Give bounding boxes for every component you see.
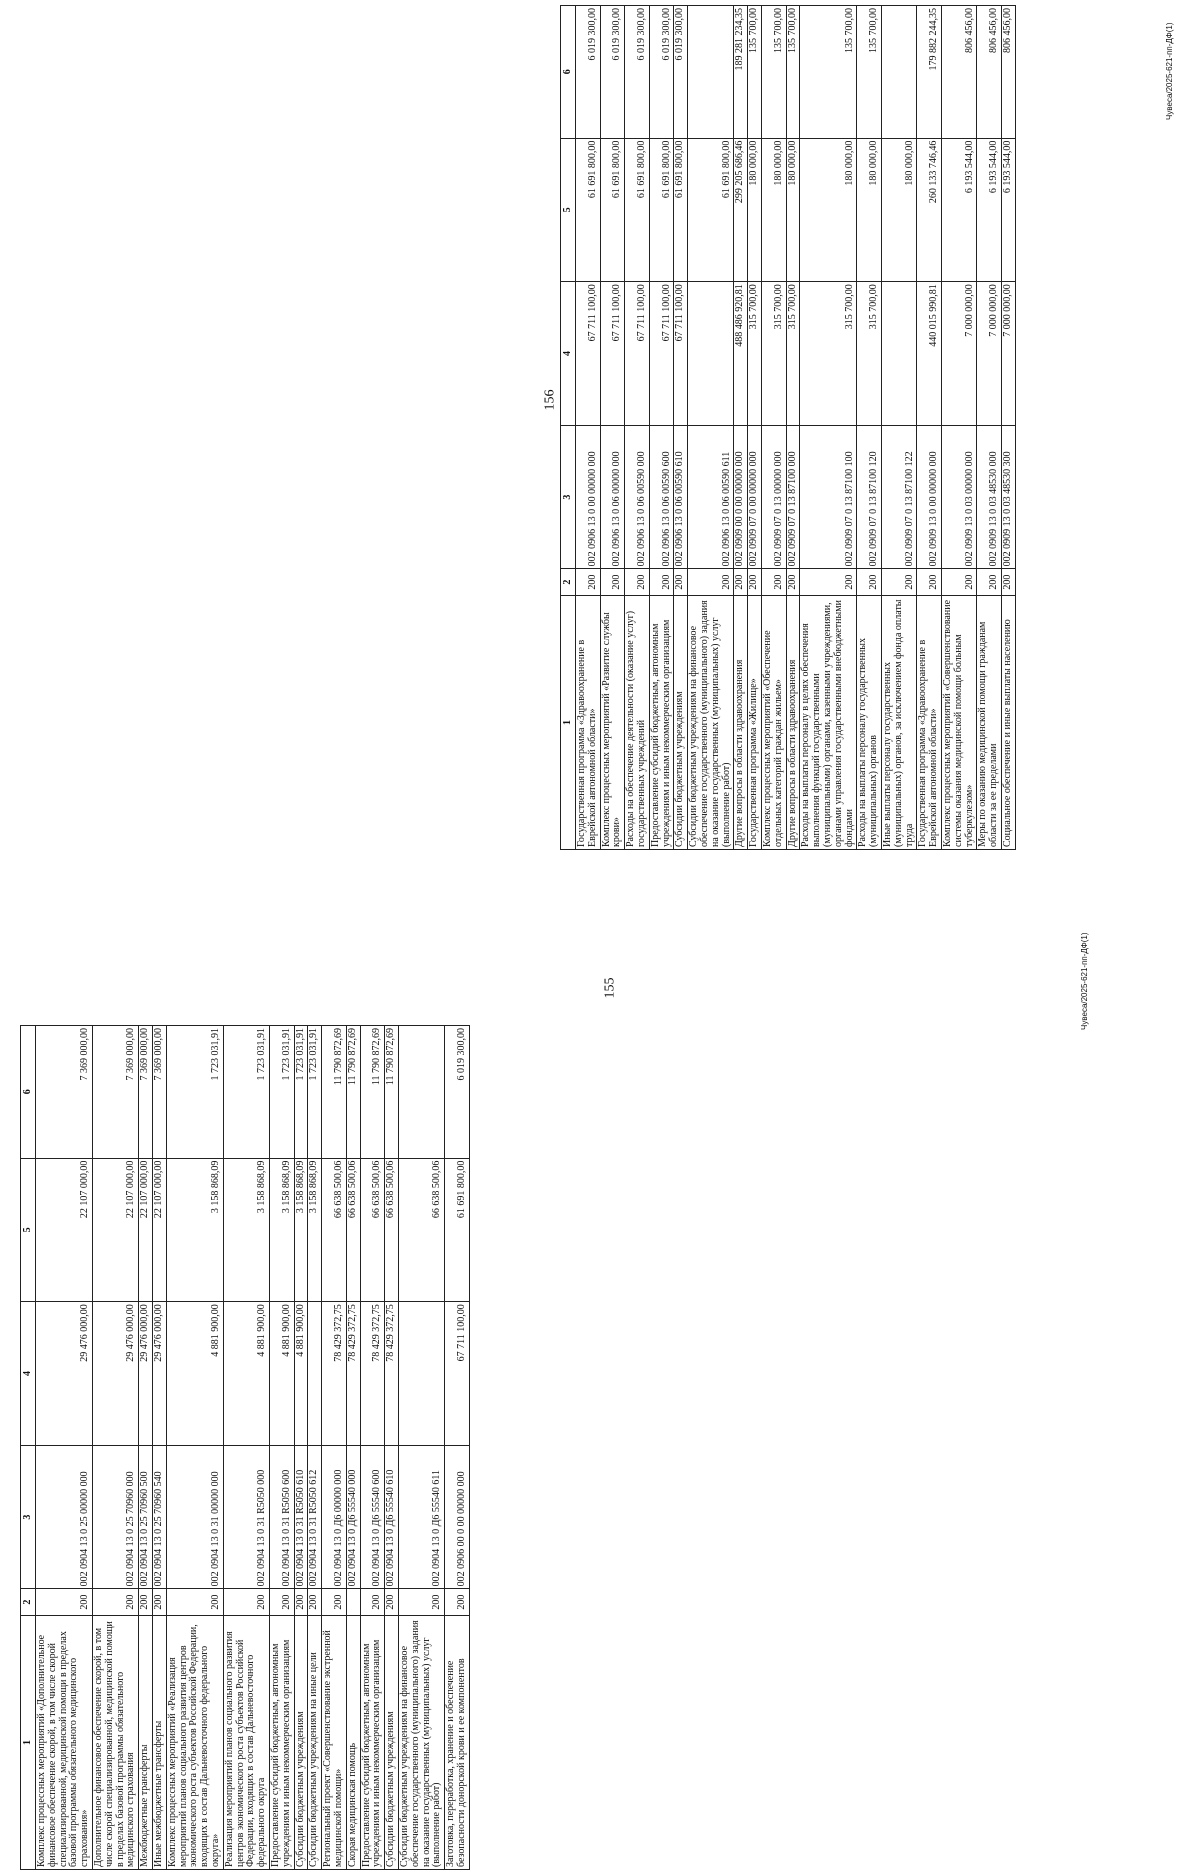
table-row (445, 1026, 470, 1870)
row-value-cell: 3 158 868,09 (269, 1158, 294, 1302)
row-code-cell: 002 0906 13 0 06 00590 000 (625, 425, 650, 569)
row-code-cell: 002 0904 13 0 31 00000 000 (166, 1445, 223, 1589)
column-header: 3 (561, 425, 576, 569)
row-value-cell: 61 691 800,00 (649, 138, 674, 282)
row-grbs-cell: 200 (977, 569, 1002, 596)
row-value-cell: 180 000,00 (800, 138, 857, 282)
row-value-cell: 6 019 300,00 (625, 6, 650, 139)
row-value-cell: 6 019 300,00 (576, 6, 601, 139)
row-value-cell: 180 000,00 (761, 138, 786, 282)
column-header: 6 (21, 1026, 36, 1159)
row-name-cell: Расходы на выплаты персоналу государственных (муниципальных) органов (857, 595, 882, 849)
row-name-cell: Комплекс процессных мероприятий «Развитие службы крови» (600, 595, 625, 849)
row-value-cell: 67 711 100,00 (674, 282, 688, 426)
table-row (761, 6, 786, 850)
row-code-cell: 002 0909 00 0 00 00000 000 (734, 425, 748, 569)
row-value-cell: 260 133 746,46 (917, 138, 942, 282)
row-grbs-cell: 200 (857, 569, 882, 596)
row-name-cell: Государственная программа «Жилище» (748, 595, 762, 849)
row-value-cell: 1 723 031,91 (223, 1026, 269, 1159)
row-value-cell: 61 691 800,00 (576, 138, 601, 282)
column-header: 4 (21, 1302, 36, 1446)
row-value-cell: 6 019 300,00 (600, 6, 625, 139)
row-value-cell: 3 158 868,09 (223, 1158, 269, 1302)
row-name-cell: Субсидии бюджетным учреждениям (294, 1615, 308, 1869)
row-grbs-cell: 200 (688, 569, 734, 596)
row-value-cell: 11 790 872,69 (360, 1026, 385, 1159)
row-value-cell: 22 107 000,00 (139, 1158, 153, 1302)
row-value-cell: 61 691 800,00 (600, 138, 625, 282)
table-row (152, 1026, 166, 1870)
row-value-cell (688, 282, 734, 426)
row-grbs-cell: 200 (786, 569, 800, 596)
row-name-cell: Дополнительное финансовое обеспечение скорой, в том числе скорой специализированной, медицинской помощи в пределах базовой программы обязательного медицинского страхования (92, 1615, 138, 1869)
row-value-cell: 135 700,00 (761, 6, 786, 139)
row-code-cell: 002 0909 07 0 13 87100 100 (800, 425, 857, 569)
row-code-cell: 002 0904 13 0 31 R5050 610 (294, 1445, 308, 1589)
row-value-cell: 806 456,00 (941, 6, 976, 139)
table-row (857, 6, 882, 850)
row-name-cell: Межбюджетные трансферты (139, 1615, 153, 1869)
row-value-cell: 7 000 000,00 (941, 282, 976, 426)
column-header: 4 (561, 282, 576, 426)
row-code-cell: 002 0904 13 0 Д6 55540 000 (346, 1445, 360, 1589)
row-value-cell: 61 691 800,00 (688, 138, 734, 282)
row-value-cell: 67 711 100,00 (649, 282, 674, 426)
row-code-cell: 002 0906 13 0 06 00000 000 (600, 425, 625, 569)
table-row (322, 1026, 347, 1870)
table-row (734, 6, 748, 850)
row-grbs-cell: 200 (748, 569, 762, 596)
row-value-cell: 135 700,00 (748, 6, 762, 139)
table-row (688, 6, 734, 850)
table-row (294, 1026, 308, 1870)
row-grbs-cell: 200 (36, 1589, 93, 1616)
table-row (625, 6, 650, 850)
row-value-cell: 22 107 000,00 (152, 1158, 166, 1302)
row-grbs-cell: 200 (152, 1589, 166, 1616)
row-code-cell: 002 0904 13 0 25 70960 540 (152, 1445, 166, 1589)
table-row (576, 6, 601, 850)
row-value-cell: 29 476 000,00 (152, 1302, 166, 1446)
column-header: 5 (561, 138, 576, 282)
row-grbs-cell: 200 (1001, 569, 1015, 596)
row-grbs-cell: 200 (308, 1589, 322, 1616)
row-name-cell: Заготовка, переработка, хранение и обеспечение безопасности донорской крови и ее компонентов (445, 1615, 470, 1869)
row-value-cell: 806 456,00 (977, 6, 1002, 139)
column-header: 3 (21, 1445, 36, 1589)
row-grbs-cell: 200 (385, 1589, 399, 1616)
row-name-cell: Предоставление субсидий бюджетным, автономным учреждениям и иным некоммерческим организациям (649, 595, 674, 849)
row-code-cell: 002 0904 13 0 25 70960 500 (139, 1445, 153, 1589)
row-value-cell: 29 476 000,00 (36, 1302, 93, 1446)
row-code-cell: 002 0909 07 0 13 87100 000 (786, 425, 800, 569)
row-grbs-cell: 200 (166, 1589, 223, 1616)
row-value-cell: 6 019 300,00 (674, 6, 688, 139)
row-value-cell: 29 476 000,00 (92, 1302, 138, 1446)
row-code-cell: 002 0904 13 0 Д6 55540 600 (360, 1445, 385, 1589)
row-grbs-cell: 200 (881, 569, 916, 596)
row-code-cell: 002 0904 13 0 31 R5050 600 (269, 1445, 294, 1589)
row-code-cell: 002 0909 13 0 03 00000 000 (941, 425, 976, 569)
row-name-cell: Иные выплаты персоналу государственных (муниципальных) органов, за исключением фонда оплаты труда (881, 595, 916, 849)
table-row (941, 6, 976, 850)
row-value-cell: 135 700,00 (800, 6, 857, 139)
row-name-cell: Субсидии бюджетным учреждениям на финансовое обеспечение государственного (муниципального) задания на оказание государственных (муниципальных) услуг (выполнение работ) (398, 1615, 444, 1869)
row-grbs-cell: 200 (139, 1589, 153, 1616)
row-value-cell: 7 000 000,00 (1001, 282, 1015, 426)
table-row (360, 1026, 385, 1870)
row-value-cell: 7 369 000,00 (92, 1026, 138, 1159)
table-row (398, 1026, 444, 1870)
budget-table-right (560, 5, 1016, 850)
row-name-cell: Предоставление субсидий бюджетным, автономным учреждениям и иным некоммерческим организациям (269, 1615, 294, 1869)
row-name-cell: Реализация мероприятий планов социального развития центров экономического роста субъектов Российской Федерации, входящих в состав Дальневосточного федерального округа (223, 1615, 269, 1869)
row-grbs-cell: 200 (625, 569, 650, 596)
right-page (560, 5, 1160, 850)
row-value-cell (308, 1302, 322, 1446)
table-row (269, 1026, 294, 1870)
row-value-cell: 4 881 900,00 (269, 1302, 294, 1446)
row-value-cell: 22 107 000,00 (92, 1158, 138, 1302)
row-value-cell (398, 1302, 444, 1446)
row-name-cell: Скорая медицинская помощь (346, 1615, 360, 1869)
row-value-cell (398, 1026, 444, 1159)
row-value-cell: 135 700,00 (786, 6, 800, 139)
row-value-cell: 61 691 800,00 (674, 138, 688, 282)
row-value-cell: 806 456,00 (1001, 6, 1015, 139)
row-name-cell: Другие вопросы в области здравоохранения (734, 595, 748, 849)
row-grbs-cell: 200 (445, 1589, 470, 1616)
table-row (166, 1026, 223, 1870)
table-row (800, 6, 857, 850)
column-header: 1 (561, 595, 576, 849)
row-code-cell: 002 0909 13 0 03 48530 300 (1001, 425, 1015, 569)
column-header: 2 (561, 569, 576, 596)
row-name-cell: Субсидии бюджетным учреждениям на иные цели (308, 1615, 322, 1869)
row-code-cell: 002 0906 13 0 06 00590 611 (688, 425, 734, 569)
row-name-cell: Субсидии бюджетным учреждениям на финансовое обеспечение государственного (муниципального) задания на оказание государственных (муниципальных) услуг (выполнение работ) (688, 595, 734, 849)
row-name-cell: Социальное обеспечение и иные выплаты населению (1001, 595, 1015, 849)
row-code-cell: 002 0909 07 0 13 00000 000 (761, 425, 786, 569)
row-value-cell: 22 107 000,00 (36, 1158, 93, 1302)
row-value-cell: 78 429 372,75 (385, 1302, 399, 1446)
row-value-cell: 1 723 031,91 (308, 1026, 322, 1159)
row-name-cell: Комплекс процессных мероприятий «Дополнительное финансовое обеспечение скорой, в том числе скорой специализированной, медицинской помощи в пределах базовой программы обязательного медицинского страхования» (36, 1615, 93, 1869)
row-value-cell: 67 711 100,00 (625, 282, 650, 426)
row-value-cell: 4 881 900,00 (166, 1302, 223, 1446)
row-grbs-cell (346, 1589, 360, 1616)
row-value-cell: 6 193 544,00 (1001, 138, 1015, 282)
table-row (674, 6, 688, 850)
table-header-row (21, 1026, 36, 1870)
budget-table-left-body (21, 1026, 470, 1870)
table-row (1001, 6, 1015, 850)
left-page (20, 1025, 620, 1870)
row-grbs-cell: 200 (761, 569, 786, 596)
row-value-cell: 66 638 500,06 (398, 1158, 444, 1302)
row-code-cell: 002 0906 13 0 06 00590 600 (649, 425, 674, 569)
table-row (139, 1026, 153, 1870)
row-value-cell: 6 193 544,00 (977, 138, 1002, 282)
row-value-cell: 67 711 100,00 (445, 1302, 470, 1446)
row-grbs-cell: 200 (941, 569, 976, 596)
row-value-cell: 3 158 868,09 (308, 1158, 322, 1302)
row-value-cell: 66 638 500,06 (385, 1158, 399, 1302)
row-code-cell: 002 0909 07 0 13 87100 120 (857, 425, 882, 569)
row-code-cell: 002 0904 13 0 25 00000 000 (36, 1445, 93, 1589)
row-value-cell: 78 429 372,75 (360, 1302, 385, 1446)
row-value-cell: 315 700,00 (786, 282, 800, 426)
row-value-cell: 1 723 031,91 (269, 1026, 294, 1159)
row-value-cell: 78 429 372,75 (322, 1302, 347, 1446)
row-value-cell: 180 000,00 (857, 138, 882, 282)
row-code-cell: 002 0909 07 0 00 00000 000 (748, 425, 762, 569)
budget-table-left (20, 1025, 470, 1870)
row-value-cell: 189 281 234,35 (734, 6, 748, 139)
row-value-cell: 488 486 920,81 (734, 282, 748, 426)
table-header-row (561, 6, 576, 850)
row-value-cell: 315 700,00 (748, 282, 762, 426)
row-grbs-cell: 200 (649, 569, 674, 596)
row-code-cell: 002 0909 07 0 13 87100 122 (881, 425, 916, 569)
row-value-cell: 1 723 031,91 (166, 1026, 223, 1159)
row-value-cell: 66 638 500,06 (322, 1158, 347, 1302)
row-value-cell: 180 000,00 (786, 138, 800, 282)
table-row (917, 6, 942, 850)
row-value-cell: 11 790 872,69 (346, 1026, 360, 1159)
table-row (92, 1026, 138, 1870)
row-name-cell: Государственная программа «Здравоохранение в Еврейской автономной области» (917, 595, 942, 849)
row-grbs-cell: 200 (223, 1589, 269, 1616)
row-value-cell: 4 881 900,00 (223, 1302, 269, 1446)
row-name-cell: Комплекс процессных мероприятий «Реализация мероприятий планов социального развития центров экономического роста субъектов Российской Федерации, входящих в состав Дальневосточного федерального округа» (166, 1615, 223, 1869)
column-header: 5 (21, 1158, 36, 1302)
row-value-cell: 7 000 000,00 (977, 282, 1002, 426)
row-grbs-cell: 200 (674, 569, 688, 596)
row-value-cell: 440 015 990,81 (917, 282, 942, 426)
row-value-cell (881, 6, 916, 139)
row-value-cell: 315 700,00 (800, 282, 857, 426)
row-value-cell: 3 158 868,09 (166, 1158, 223, 1302)
row-grbs-cell: 200 (269, 1589, 294, 1616)
row-code-cell: 002 0904 13 0 31 R5050 612 (308, 1445, 322, 1589)
row-grbs-cell: 200 (294, 1589, 308, 1616)
row-value-cell: 180 000,00 (748, 138, 762, 282)
row-value-cell: 61 691 800,00 (625, 138, 650, 282)
row-grbs-cell: 200 (734, 569, 748, 596)
row-value-cell: 61 691 800,00 (445, 1158, 470, 1302)
row-value-cell: 4 881 900,00 (294, 1302, 308, 1446)
row-code-cell: 002 0909 13 0 00 00000 000 (917, 425, 942, 569)
row-grbs-cell: 200 (322, 1589, 347, 1616)
row-value-cell: 6 019 300,00 (445, 1026, 470, 1159)
row-name-cell: Комплекс процессных мероприятий «Совершенствование системы оказания медицинской помощи больным туберкулезом» (941, 595, 976, 849)
row-value-cell: 299 205 686,46 (734, 138, 748, 282)
row-value-cell: 3 158 868,09 (294, 1158, 308, 1302)
row-name-cell: Меры по оказанию медицинской помощи гражданам области за ее пределами (977, 595, 1002, 849)
row-value-cell: 135 700,00 (857, 6, 882, 139)
row-grbs-cell: 200 (398, 1589, 444, 1616)
row-name-cell: Расходы на выплаты персоналу в целях обеспечения выполнения функций государственными (муниципальными) органами, казенными учреждениями, органами управления государственными внебюджетными фондами (800, 595, 857, 849)
row-name-cell: Другие вопросы в области здравоохранения (786, 595, 800, 849)
row-grbs-cell: 200 (92, 1589, 138, 1616)
row-name-cell: Государственная программа «Здравоохранение в Еврейской автономной области» (576, 595, 601, 849)
row-value-cell: 7 369 000,00 (152, 1026, 166, 1159)
table-row (36, 1026, 93, 1870)
table-row (786, 6, 800, 850)
row-value-cell: 6 193 544,00 (941, 138, 976, 282)
budget-table-right-body (561, 6, 1016, 850)
footer-right: Чувеса/2025-621-пп-ДФ(1) (1165, 22, 1174, 120)
row-name-cell: Расходы на обеспечение деятельности (оказание услуг) государственных учреждений (625, 595, 650, 849)
row-value-cell: 11 790 872,69 (385, 1026, 399, 1159)
row-value-cell: 11 790 872,69 (322, 1026, 347, 1159)
table-row (223, 1026, 269, 1870)
table-row (977, 6, 1002, 850)
column-header: 6 (561, 6, 576, 139)
row-value-cell: 1 723 031,91 (294, 1026, 308, 1159)
row-value-cell: 180 000,00 (881, 138, 916, 282)
row-code-cell: 002 0904 13 0 Д6 00000 000 (322, 1445, 347, 1589)
column-header: 1 (21, 1615, 36, 1869)
row-grbs-cell: 200 (600, 569, 625, 596)
row-value-cell: 67 711 100,00 (600, 282, 625, 426)
table-row (308, 1026, 322, 1870)
row-code-cell: 002 0904 13 0 Д6 55540 610 (385, 1445, 399, 1589)
row-value-cell (881, 282, 916, 426)
row-value-cell (688, 6, 734, 139)
row-name-cell: Субсидии бюджетным учреждениям (385, 1615, 399, 1869)
row-value-cell: 29 476 000,00 (139, 1302, 153, 1446)
row-name-cell: Предоставление субсидий бюджетным, автономным учреждениям и иным некоммерческим организациям (360, 1615, 385, 1869)
row-name-cell: Региональный проект «Совершенствование экстренной медицинской помощи» (322, 1615, 347, 1869)
row-grbs-cell: 200 (576, 569, 601, 596)
row-code-cell: 002 0904 13 0 25 70960 000 (92, 1445, 138, 1589)
row-grbs-cell: 200 (360, 1589, 385, 1616)
row-value-cell: 78 429 372,75 (346, 1302, 360, 1446)
row-value-cell: 66 638 500,06 (360, 1158, 385, 1302)
row-code-cell: 002 0906 13 0 06 00590 610 (674, 425, 688, 569)
table-row (346, 1026, 360, 1870)
row-code-cell: 002 0904 13 0 31 R5050 000 (223, 1445, 269, 1589)
footer-left: Чувеса/2025-621-пп-ДФ(1) (1080, 932, 1089, 1030)
table-row (385, 1026, 399, 1870)
row-name-cell: Комплекс процессных мероприятий «Обеспечение отдельных категорий граждан жильем» (761, 595, 786, 849)
row-code-cell: 002 0906 13 0 00 00000 000 (576, 425, 601, 569)
column-header: 2 (21, 1589, 36, 1616)
row-grbs-cell: 200 (917, 569, 942, 596)
row-value-cell: 179 882 244,35 (917, 6, 942, 139)
row-value-cell: 315 700,00 (761, 282, 786, 426)
table-row (600, 6, 625, 850)
row-code-cell: 002 0909 13 0 03 48530 000 (977, 425, 1002, 569)
row-value-cell: 7 369 000,00 (36, 1026, 93, 1159)
row-code-cell: 002 0904 13 0 Д6 55540 611 (398, 1445, 444, 1589)
row-value-cell: 7 369 000,00 (139, 1026, 153, 1159)
row-value-cell: 66 638 500,06 (346, 1158, 360, 1302)
row-value-cell: 67 711 100,00 (576, 282, 601, 426)
row-value-cell: 6 019 300,00 (649, 6, 674, 139)
page-number-left: 155 (602, 977, 618, 999)
table-row (649, 6, 674, 850)
row-value-cell: 315 700,00 (857, 282, 882, 426)
row-name-cell: Иные межбюджетные трансферты (152, 1615, 166, 1869)
table-row (748, 6, 762, 850)
row-code-cell: 002 0906 00 0 00 00000 000 (445, 1445, 470, 1589)
row-grbs-cell: 200 (800, 569, 857, 596)
page-number-right: 156 (542, 389, 558, 411)
row-name-cell: Субсидии бюджетным учреждениям (674, 595, 688, 849)
table-row (881, 6, 916, 850)
